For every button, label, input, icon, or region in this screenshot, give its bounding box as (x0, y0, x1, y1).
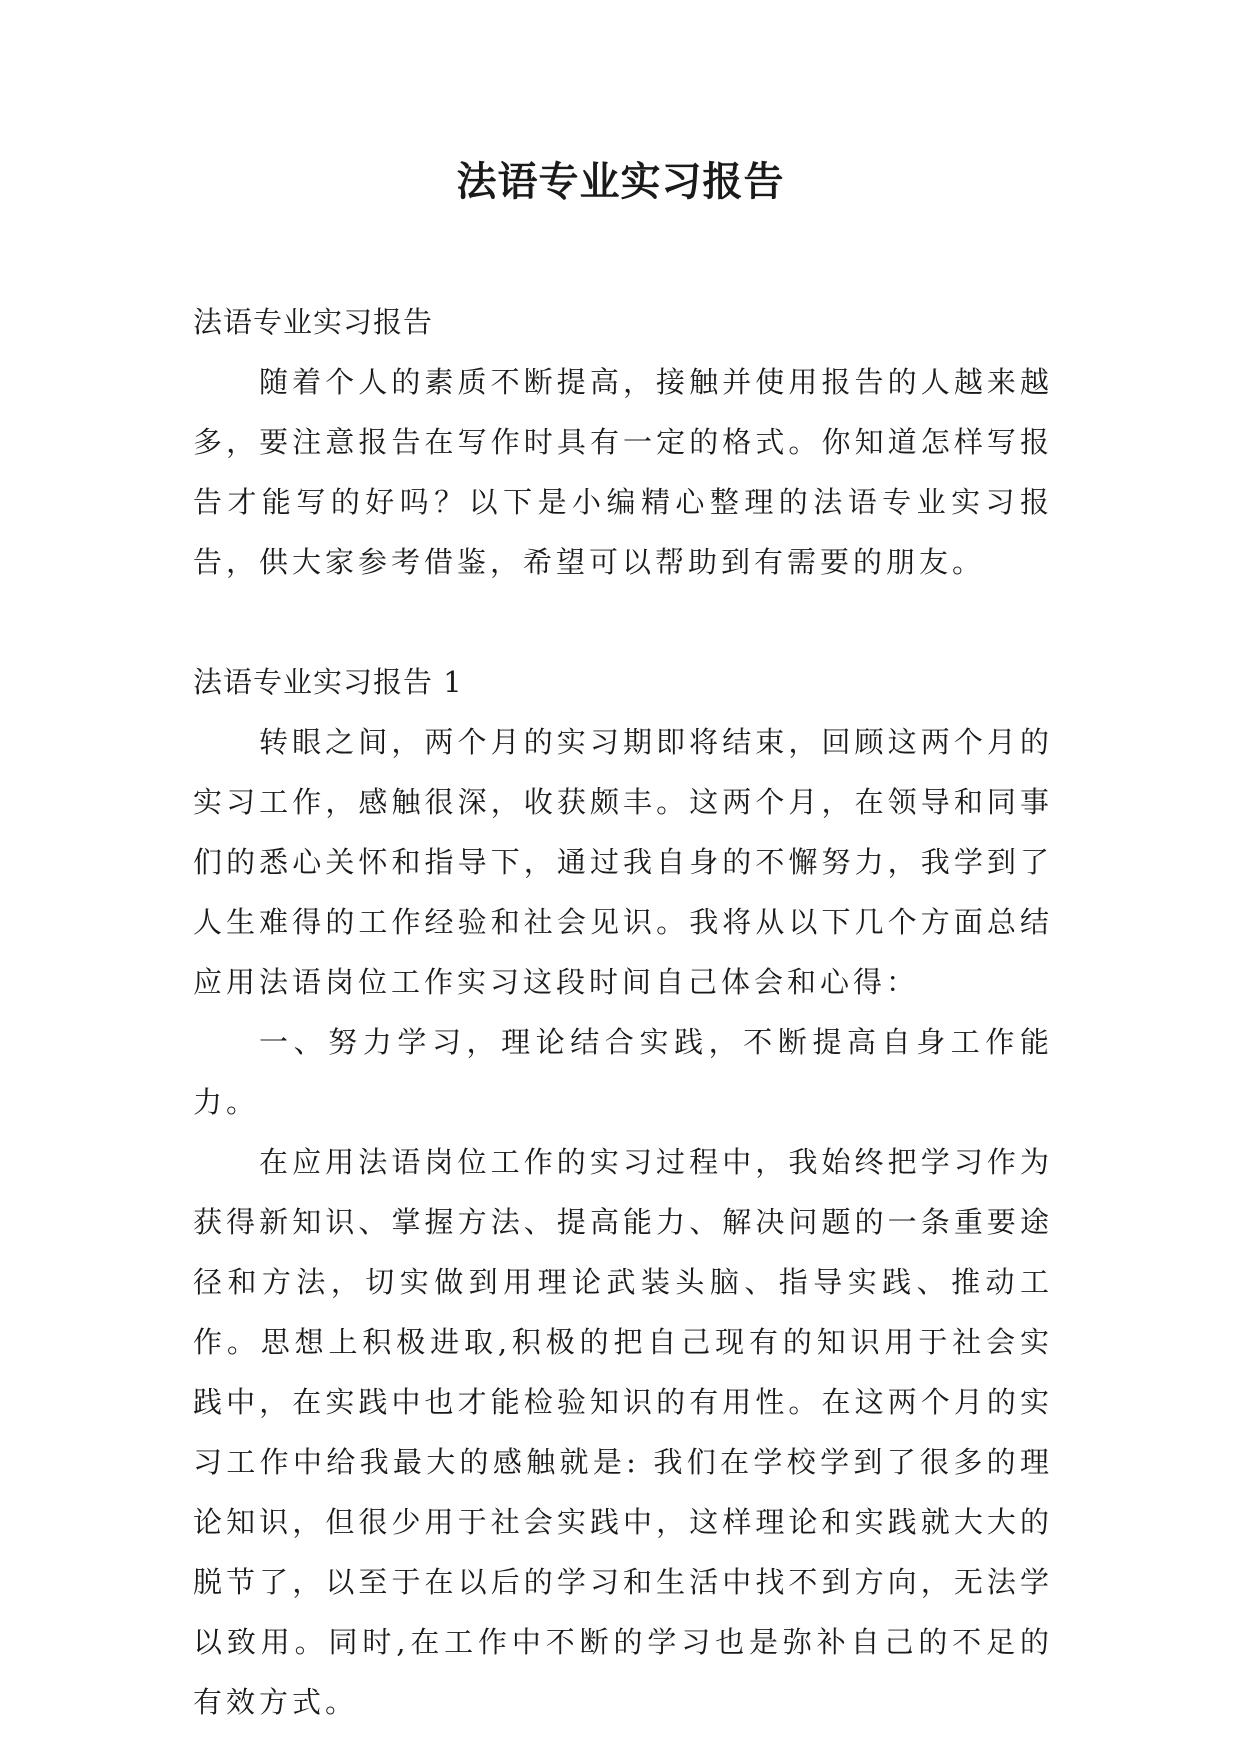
intro-heading: 法语专业实习报告 (193, 305, 434, 339)
intro-paragraph: 随着个人的素质不断提高，接触并使用报告的人越来越多，要注意报告在写作时具有一定的格式。你知道怎样写报告才能写的好吗？以下是小编精心整理的法语专业实习报告，供大家参考借鉴，希望可以帮助到有需要的朋友。 (193, 365, 1053, 579)
document-title: 法语专业实习报告 (456, 158, 785, 205)
section1-paragraph-3: 在应用法语岗位工作的实习过程中，我始终把学习作为获得新知识、掌握方法、提高能力、解决问题的一条重要途径和方法，切实做到用理论武装头脑、指导实践、推动工作。思想上积极进取,积极的把自己现有的知识用于社会实践中，在实践中也才能检验知识的有用性。在这两个月的实习工作中给我最大的感触就是: 我们在学校学到了很多的理论知识，但很少用于社会实践中，这样理论和实践就大大的脱节了，以至于在以后的学习和生活中找不到方向，无法学以致用。同时,在工作中不断的学习也是弥补自己的不足的有效方式。 (193, 1145, 1053, 1719)
document-body (193, 292, 1053, 1732)
section1-paragraph-2: 一、努力学习，理论结合实践，不断提高自身工作能力。 (193, 1025, 1053, 1119)
section1-paragraph-1: 转眼之间，两个月的实习期即将结束，回顾这两个月的实习工作，感触很深，收获颇丰。这两个月，在领导和同事们的悉心关怀和指导下，通过我自身的不懈努力，我学到了人生难得的工作经验和社会见识。我将从以下几个方面总结应用法语岗位工作实习这段时间自己体会和心得： (193, 725, 1053, 999)
section-spacer (193, 592, 1053, 652)
section1-heading: 法语专业实习报告 1 (193, 665, 463, 699)
